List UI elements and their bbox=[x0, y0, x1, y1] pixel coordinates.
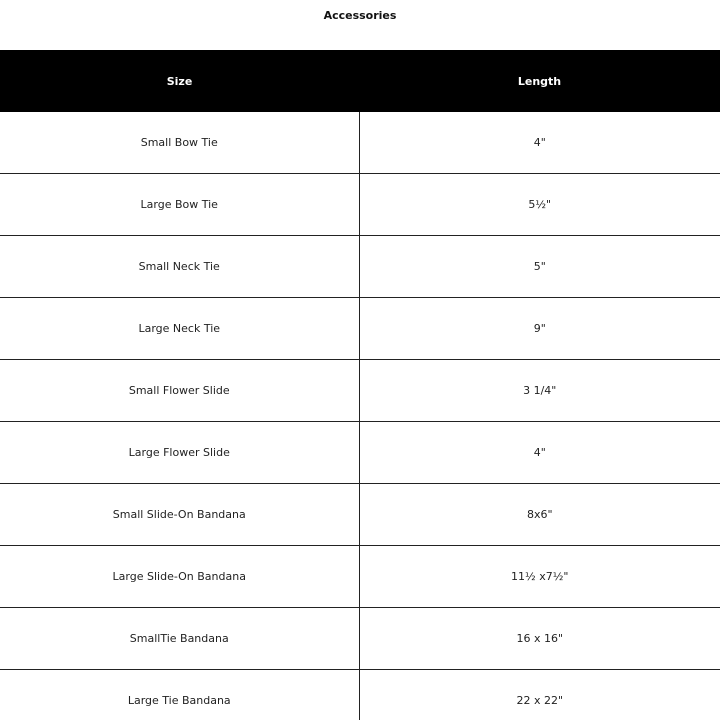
length-cell: 3 1/4" bbox=[359, 360, 720, 422]
size-cell: Large Neck Tie bbox=[0, 298, 359, 360]
length-cell: 5½" bbox=[359, 174, 720, 236]
table-row bbox=[0, 484, 720, 546]
table-row bbox=[0, 670, 720, 720]
length-cell: 8x6" bbox=[359, 484, 720, 546]
table-header-row bbox=[0, 50, 720, 112]
table-row bbox=[0, 174, 720, 236]
size-cell: Large Tie Bandana bbox=[0, 670, 359, 720]
table-row bbox=[0, 608, 720, 670]
size-cell: Small Flower Slide bbox=[0, 360, 359, 422]
column-header-size: Size bbox=[0, 50, 359, 112]
accessories-size-table bbox=[0, 50, 720, 720]
length-cell: 16 x 16" bbox=[359, 608, 720, 670]
length-cell: 9" bbox=[359, 298, 720, 360]
column-header-length: Length bbox=[359, 50, 720, 112]
size-cell: Large Slide-On Bandana bbox=[0, 546, 359, 608]
size-cell: Small Bow Tie bbox=[0, 112, 359, 174]
length-cell: 22 x 22" bbox=[359, 670, 720, 720]
length-cell: 11½ x7½" bbox=[359, 546, 720, 608]
table-row bbox=[0, 112, 720, 174]
length-cell: 5" bbox=[359, 236, 720, 298]
table-row bbox=[0, 546, 720, 608]
size-cell: Large Bow Tie bbox=[0, 174, 359, 236]
table-row bbox=[0, 298, 720, 360]
table-title: Accessories bbox=[323, 9, 397, 22]
size-cell: Large Flower Slide bbox=[0, 422, 359, 484]
table-body bbox=[0, 112, 720, 720]
size-cell: Small Slide-On Bandana bbox=[0, 484, 359, 546]
table-row bbox=[0, 236, 720, 298]
size-cell: Small Neck Tie bbox=[0, 236, 359, 298]
length-cell: 4" bbox=[359, 112, 720, 174]
length-cell: 4" bbox=[359, 422, 720, 484]
table-row bbox=[0, 422, 720, 484]
size-cell: SmallTie Bandana bbox=[0, 608, 359, 670]
table-row bbox=[0, 360, 720, 422]
